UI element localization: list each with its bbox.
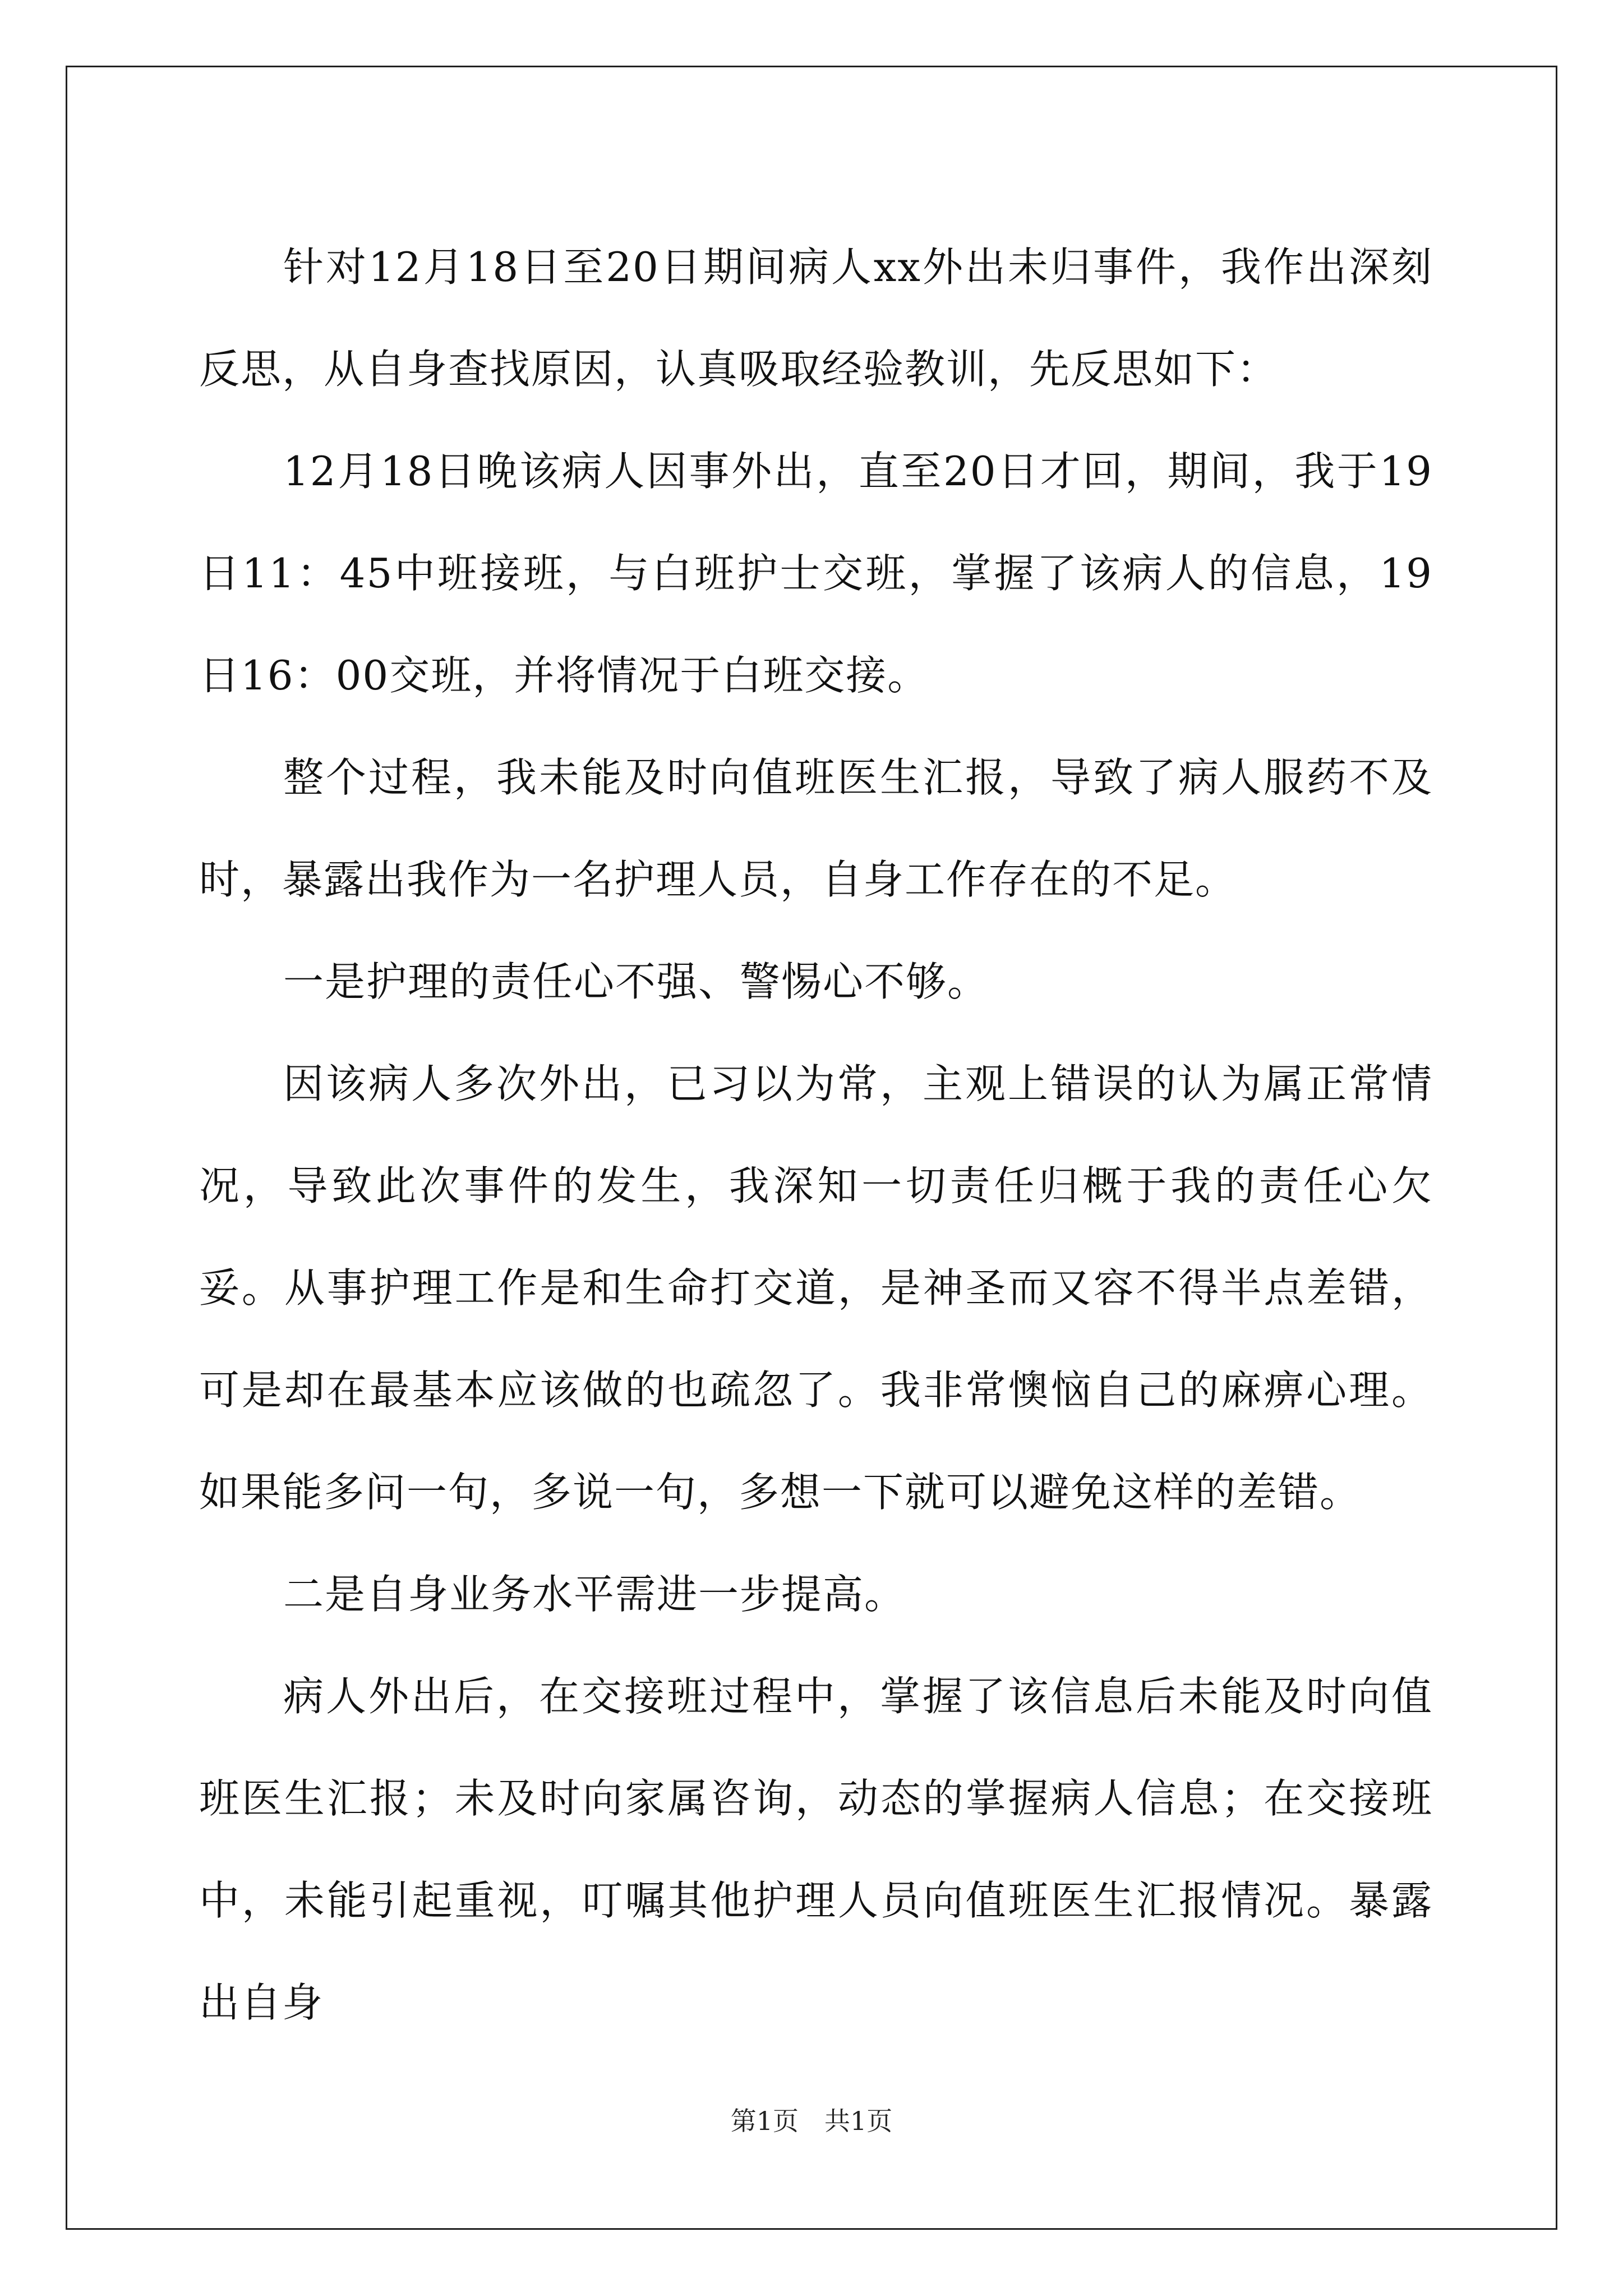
paragraph: 病人外出后，在交接班过程中，掌握了该信息后未能及时向值班医生汇报；未及时向家属咨询，动态的掌握病人信息；在交接班中，未能引起重视，叮嘱其他护理人员向值班医生汇报情况。暴露出自身 [199, 1673, 1433, 2026]
document-body [199, 216, 1433, 2054]
paragraph: 12月18日晚该病人因事外出，直至20日才回，期间，我于19日11：45中班接班，与白班护士交班，掌握了该病人的信息，19日16：00交班，并将情况于白班交接。 [199, 448, 1433, 699]
paragraph: 整个过程，我未能及时向值班医生汇报，导致了病人服药不及时，暴露出我作为一名护理人员，自身工作存在的不足。 [199, 754, 1433, 903]
paragraph: 一是护理的责任心不强、警惕心不够。 [283, 958, 989, 1005]
paragraph: 二是自身业务水平需进一步提高。 [283, 1571, 906, 1618]
paragraph: 因该病人多次外出，已习以为常，主观上错误的认为属正常情况，导致此次事件的发生，我深知一切责任归概于我的责任心欠妥。从事护理工作是和生命打交道，是神圣而又容不得半点差错，可是却在最基本应该做的也疏忽了。我非常懊恼自己的麻痹心理。如果能多问一句，多说一句，多想一下就可以避免这样的差错。 [199, 1060, 1433, 1516]
paragraph: 针对12月18日至20日期间病人xx外出未归事件，我作出深刻反思，从自身查找原因，认真吸取经验教训，先反思如下： [199, 243, 1433, 393]
page-number-footer: 第1页 共1页 [730, 2106, 893, 2136]
